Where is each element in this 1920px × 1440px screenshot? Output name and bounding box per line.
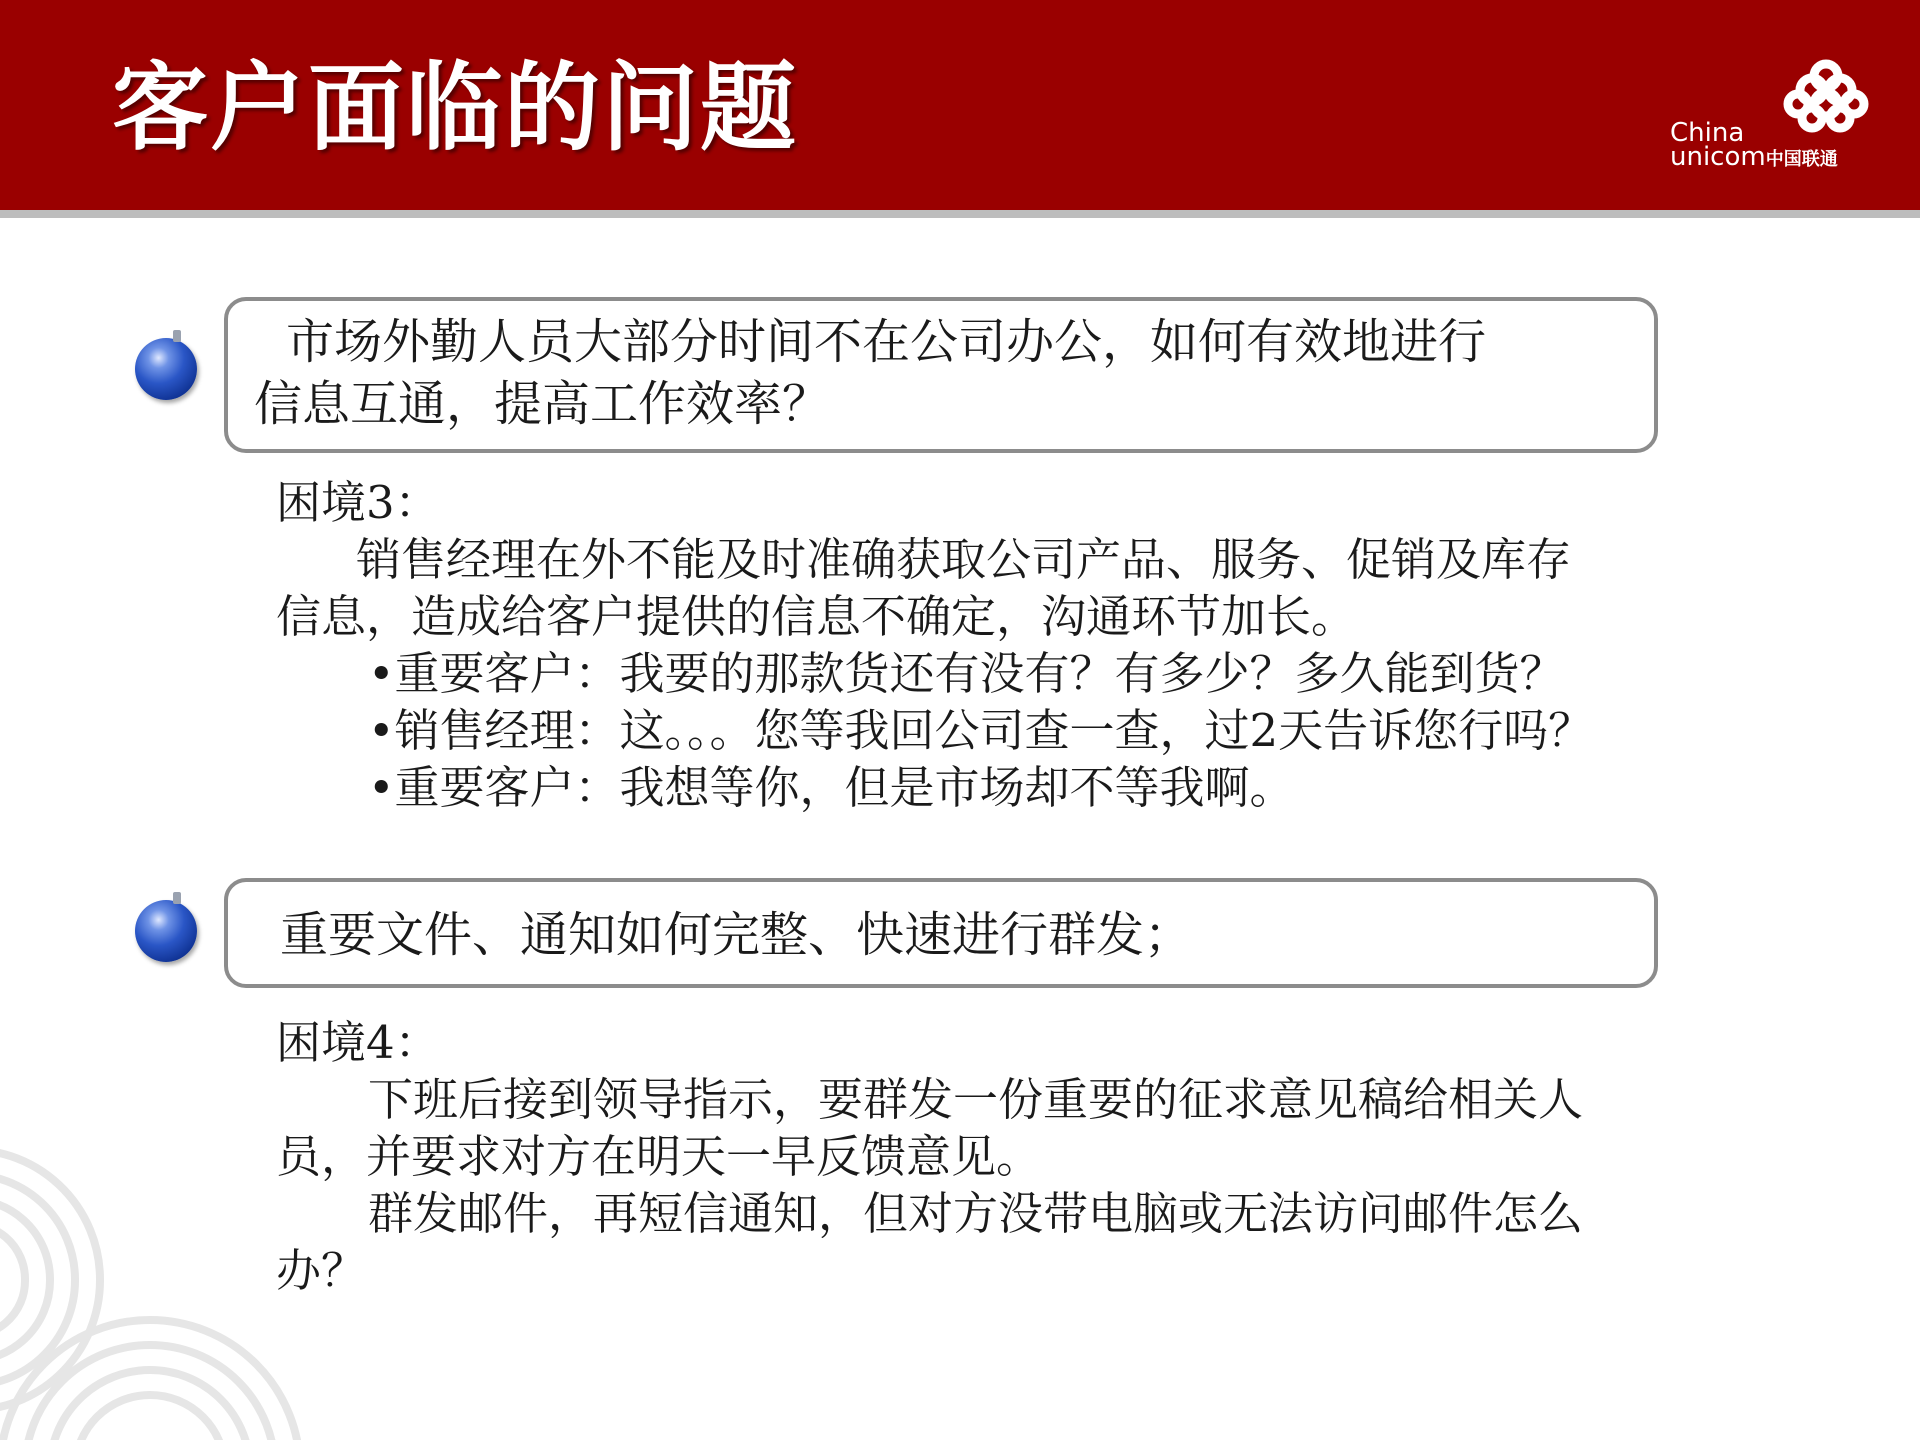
blue-ball-bullet-icon bbox=[135, 338, 197, 400]
logo-unicom-text bbox=[1670, 142, 1838, 172]
blue-ball-bullet-icon bbox=[135, 900, 197, 962]
unicom-logo bbox=[1670, 50, 1880, 180]
question-1-line-2: 信息互通，提高工作效率？ bbox=[254, 376, 831, 432]
dilemma-3-heading: 困境3： bbox=[276, 476, 440, 529]
dilemma-3-dialogue: •销售经理：这。。。您等我回公司查一查，过2天告诉您行吗？ bbox=[368, 704, 1594, 757]
header-divider bbox=[0, 210, 1920, 218]
decorative-knot-icon bbox=[0, 1130, 320, 1440]
question-1-line-1: 市场外勤人员大部分时间不在公司办公，如何有效地进行 bbox=[286, 314, 1487, 370]
dilemma-4-line: 办？ bbox=[276, 1244, 367, 1297]
question-2-line-1: 重要文件、通知如何完整、快速进行群发； bbox=[280, 907, 1193, 963]
dilemma-4-line: 下班后接到领导指示，要群发一份重要的征求意见稿给相关人 bbox=[368, 1073, 1584, 1126]
logo-unicom-en: unicom bbox=[1670, 142, 1766, 172]
question-box-1 bbox=[224, 297, 1658, 453]
logo-china-text: China bbox=[1670, 118, 1745, 148]
dilemma-4-heading: 困境4： bbox=[276, 1016, 440, 1069]
dilemma-3-line: 信息，造成给客户提供的信息不确定，沟通环节加长。 bbox=[276, 590, 1357, 643]
question-box-2 bbox=[224, 878, 1658, 988]
page-title: 客户面临的问题 bbox=[112, 52, 798, 164]
dilemma-4-line: 员，并要求对方在明天一早反馈意见。 bbox=[276, 1130, 1042, 1183]
dilemma-3-dialogue: •重要客户：我想等你，但是市场却不等我啊。 bbox=[368, 761, 1295, 814]
dilemma-3-line: 销售经理在外不能及时准确获取公司产品、服务、促销及库存 bbox=[356, 533, 1572, 586]
dilemma-4-line: 群发邮件，再短信通知，但对方没带电脑或无法访问邮件怎么 bbox=[368, 1187, 1584, 1240]
logo-unicom-cn: 中国联通 bbox=[1765, 149, 1838, 170]
dilemma-3-dialogue: •重要客户：我要的那款货还有没有？有多少？多久能到货？ bbox=[368, 647, 1565, 700]
